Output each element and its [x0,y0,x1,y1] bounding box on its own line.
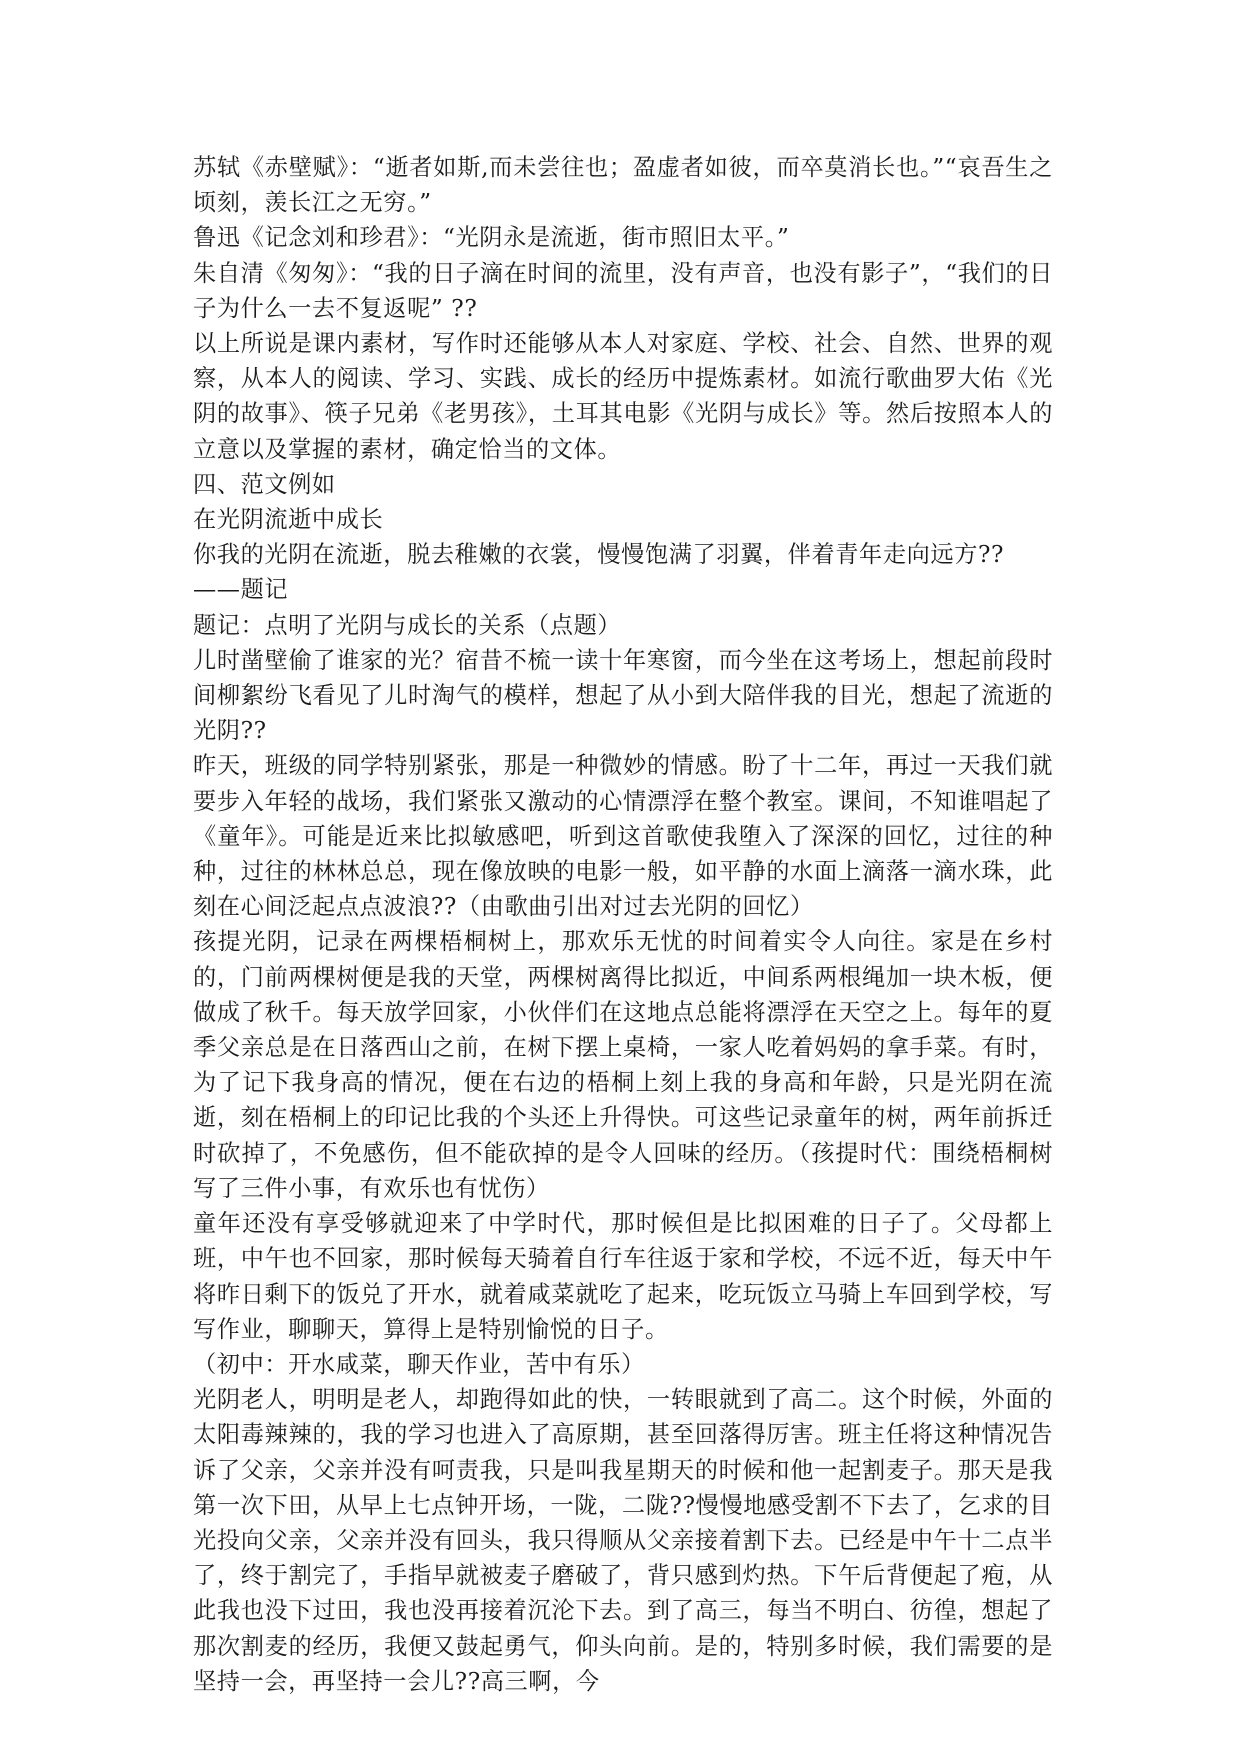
essay-title: 在光阴流逝中成长 [193,506,384,534]
quote-lu-xun: 鲁迅《记念刘和珍君》：“光阴永是流逝，街市照旧太平。” [193,224,790,252]
epigraph: 你我的光阴在流逝，脱去稚嫩的衣裳，慢慢饱满了羽翼，伴着青年走向远方?? [193,541,1005,569]
epigraph-note: 题记：点明了光阴与成长的关系（点题） [193,611,622,639]
essay-paragraph: 孩提光阴，记录在两棵梧桐树上，那欢乐无忧的时间着实令人向往。家是在乡村的，门前两棵树便是我的天堂，两棵树离得比拟近，中间系两根绳加一块木板，便做成了秋千。每天放学回家，小伙伴们在这地点总能将漂浮在天空之上。每年的夏季父亲总是在日落西山之前，在树下摆上桌椅，一家人吃着妈妈的拿手菜。有时，为了记下我身高的情况，便在右边的梧桐上刻上我的身高和年龄，只是光阴在流逝，刻在梧桐上的印记比我的个头还上升得快。可这些记录童年的树，两年前拆迁时砍掉了，不免感伤，但不能砍掉的是令人回味的经历。（孩提时代：围绕梧桐树写了三件小事，有欢乐也有忧伤） [193,928,1053,1202]
essay-paragraph: 昨天，班级的同学特别紧张，那是一种微妙的情感。盼了十二年，再过一天我们就要步入年轻的战场，我们紧张又激动的心情漂浮在整个教室。课间，不知谁唱起了《童年》。可能是近来比拟敏感吧，听到这首歌使我堕入了深深的回忆，过往的种种，过往的林林总总，现在像放映的电影一般，如平静的水面上滴落一滴水珠，此刻在心间泛起点点波浪??（由歌曲引出对过去光阴的回忆） [193,752,1053,921]
essay-paragraph: 童年还没有享受够就迎来了中学时代，那时候但是比拟困难的日子了。父母都上班，中午也不回家，那时候每天骑着自行车往返于家和学校，不远不近，每天中午将昨日剩下的饭兑了开水，就着咸菜就吃了起来，吃玩饭立马骑上车回到学校，写写作业，聊聊天，算得上是特别愉悦的日子。 [193,1210,1053,1343]
quote-su-shi: 苏轼《赤壁赋》：“逝者如斯,而未尝往也；盈虚者如彼，而卒莫消长也。”“哀吾生之顷刻，羡长江之无穷。” [193,154,1053,217]
epigraph-attribution: ——题记 [193,576,289,604]
document-body [193,150,1053,1699]
quote-zhu-ziqing: 朱自清《匆匆》：“我的日子滴在时间的流里，没有声音，也没有影子”，“我们的日子为什么一去不复返呢” ?? [193,259,1053,322]
section-heading: 四、范文例如 [193,470,336,498]
essay-paragraph: 儿时凿壁偷了谁家的光？宿昔不梳一读十年寒窗，而今坐在这考场上，想起前段时间柳絮纷飞看见了儿时淘气的模样，想起了从小到大陪伴我的目光，想起了流逝的光阴?? [193,646,1053,745]
essay-annotation: （初中：开水咸菜，聊天作业，苦中有乐） [193,1350,645,1378]
material-advice-paragraph: 以上所说是课内素材，写作时还能够从本人对家庭、学校、社会、自然、世界的观察，从本人的阅读、学习、实践、成长的经历中提炼素材。如流行歌曲罗大佑《光阴的故事》、筷子兄弟《老男孩》，土耳其电影《光阴与成长》等。然后按照本人的立意以及掌握的素材，确定恰当的文体。 [193,330,1053,463]
essay-paragraph: 光阴老人，明明是老人，却跑得如此的快，一转眼就到了高二。这个时候，外面的太阳毒辣辣的，我的学习也进入了高原期，甚至回落得厉害。班主任将这种情况告诉了父亲，父亲并没有呵责我，只是叫我星期天的时候和他一起割麦子。那天是我第一次下田，从早上七点钟开场，一陇，二陇??慢慢地感受割不下去了，乞求的目光投向父亲，父亲并没有回头，我只得顺从父亲接着割下去。已经是中午十二点半了，终于割完了，手指早就被麦子磨破了，背只感到灼热。下午后背便起了疱，从此我也没下过田，我也没再接着沉沦下去。到了高三，每当不明白、彷徨，想起了那次割麦的经历，我便又鼓起勇气，仰头向前。是的，特别多时候，我们需要的是坚持一会，再坚持一会儿??高三啊，今 [193,1386,1053,1695]
